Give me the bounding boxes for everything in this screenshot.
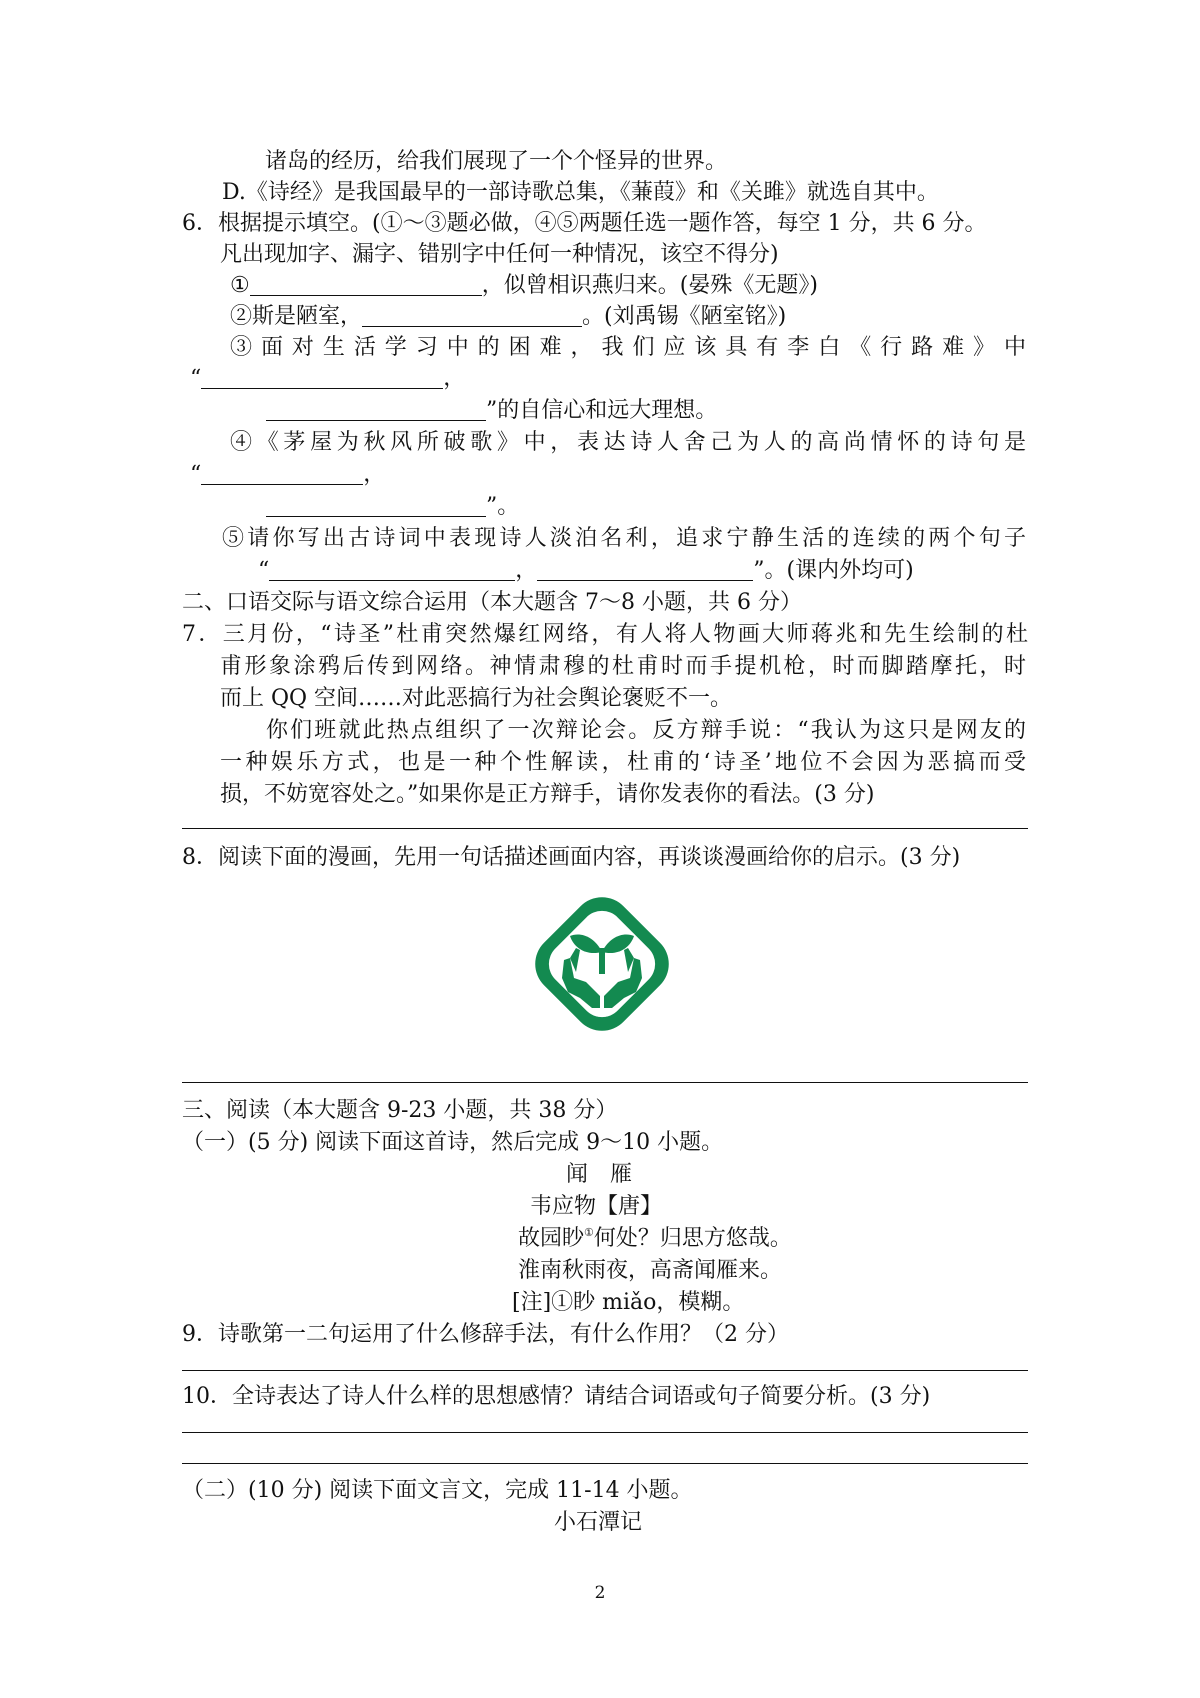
question-6-item-5-blank-line (258, 556, 914, 586)
question-6-item-3: ③面对生活学习中的困难，我们应该具有李白《行路难》中 (230, 335, 1026, 360)
item-text: ”的自信心和远大理想。 (486, 398, 718, 423)
poem-note: [注]①眇 miǎo，模糊。 (512, 1290, 745, 1315)
answer-blank[interactable] (201, 462, 363, 485)
answer-blank[interactable] (201, 366, 443, 389)
text-line: D.《诗经》是我国最早的一部诗歌总集，《蒹葭》和《关雎》就选自其中。 (222, 180, 939, 205)
answer-blank[interactable] (537, 558, 753, 581)
question-8-text: 8．阅读下面的漫画，先用一句话描述画面内容，再谈谈漫画给你的启示。(3 分) (182, 845, 961, 870)
page-number: 2 (594, 1583, 606, 1603)
text-title: 小石潭记 (554, 1510, 643, 1535)
footnote-mark: ① (584, 1226, 594, 1239)
question-6-item-4: ④《茅屋为秋风所破歌》中，表达诗人舍己为人的高尚情怀的诗句是 (230, 430, 1026, 455)
question-7-text: 甫形象涂鸦后传到网络。神情肃穆的杜甫时而手提机枪，时而脚踏摩托，时 (220, 654, 1026, 679)
question-10-text: 10．全诗表达了诗人什么样的思想感情？请结合词语或句子简要分析。(3 分) (182, 1384, 931, 1409)
question-6-item-4-blank-line (190, 460, 385, 490)
punctuation: ， (515, 558, 538, 583)
answer-line[interactable] (182, 1082, 1028, 1083)
answer-blank[interactable] (250, 273, 482, 296)
green-hands-sprout-logo-icon (524, 886, 680, 1042)
question-6-item-2 (230, 302, 786, 332)
text-line: 诸岛的经历，给我们展现了一个个怪异的世界。 (265, 149, 728, 174)
poem-line (518, 1224, 792, 1254)
poem-text: 故园眇 (518, 1226, 585, 1251)
answer-blank[interactable] (266, 494, 486, 517)
quote-mark: “ (190, 366, 202, 391)
poem-title: 闻 雁 (566, 1162, 633, 1187)
poem-line: 淮南秋雨夜，高斋闻雁来。 (518, 1258, 783, 1283)
answer-blank[interactable] (269, 558, 515, 581)
question-7-text: 而上 QQ 空间……对此恶搞行为社会舆论褒贬不一。 (220, 686, 733, 711)
question-6-item-5: ⑤请你写出古诗词中表现诗人淡泊名利，追求宁静生活的连续的两个句子 (222, 526, 1026, 551)
answer-line[interactable] (182, 1463, 1028, 1464)
item-text: ”。(课内外均可) (753, 558, 914, 583)
item-text: 。(刘禹锡《陋室铭》) (582, 304, 787, 329)
quote-mark: “ (258, 558, 270, 583)
item-label: ① (230, 273, 250, 298)
question-6-stem: 6．根据提示填空。(①～③题必做，④⑤两题任选一题作答，每空 1 分，共 6 分。 (182, 211, 987, 236)
item-text: ，似曾相识燕归来。(晏殊《无题》) (481, 273, 818, 298)
part-2-heading: （二）(10 分) 阅读下面文言文，完成 11-14 小题。 (182, 1478, 693, 1503)
question-9-text: 9．诗歌第一二句运用了什么修辞手法，有什么作用？（2 分） (182, 1322, 789, 1347)
punctuation: ， (443, 366, 466, 391)
item-text: ”。 (486, 494, 520, 519)
answer-line[interactable] (182, 1370, 1028, 1371)
section-2-heading: 二、口语交际与语文综合运用（本大题含 7～8 小题，共 6 分） (182, 590, 802, 615)
answer-blank[interactable] (266, 398, 486, 421)
question-6-item-4-blank-line-2 (266, 492, 519, 522)
poem-author: 韦应物【唐】 (530, 1194, 663, 1219)
question-7-text: 你们班就此热点组织了一次辩论会。反方辩手说：“我认为这只是网友的 (266, 718, 1026, 743)
answer-line[interactable] (182, 1432, 1028, 1433)
question-6-item-1 (230, 271, 818, 301)
question-6-stem-cont: 凡出现加字、漏字、错别字中任何一种情况，该空不得分) (220, 242, 779, 267)
question-6-item-3-blank-line-2 (266, 396, 717, 426)
question-7-text: 损，不妨宽容处之。”如果你是正方辩手，请你发表你的看法。(3 分) (220, 782, 875, 807)
section-3-heading: 三、阅读（本大题含 9-23 小题，共 38 分） (182, 1098, 618, 1123)
question-7-text: 7．三月份，“诗圣”杜甫突然爆红网络，有人将人物画大师蒋兆和先生绘制的杜 (182, 622, 1028, 647)
quote-mark: “ (190, 462, 202, 487)
punctuation: ， (363, 462, 386, 487)
poem-text: 何处？归思方悠哉。 (593, 1226, 792, 1251)
part-1-heading: （一）(5 分) 阅读下面这首诗，然后完成 9～10 小题。 (182, 1130, 724, 1155)
item-text: ②斯是陋室， (230, 304, 363, 329)
question-7-text: 一种娱乐方式，也是一种个性解读，杜甫的‘诗圣’地位不会因为恶搞而受 (220, 750, 1026, 775)
answer-line[interactable] (182, 828, 1028, 829)
question-6-item-3-blank-line (190, 364, 465, 394)
answer-blank[interactable] (362, 304, 582, 327)
